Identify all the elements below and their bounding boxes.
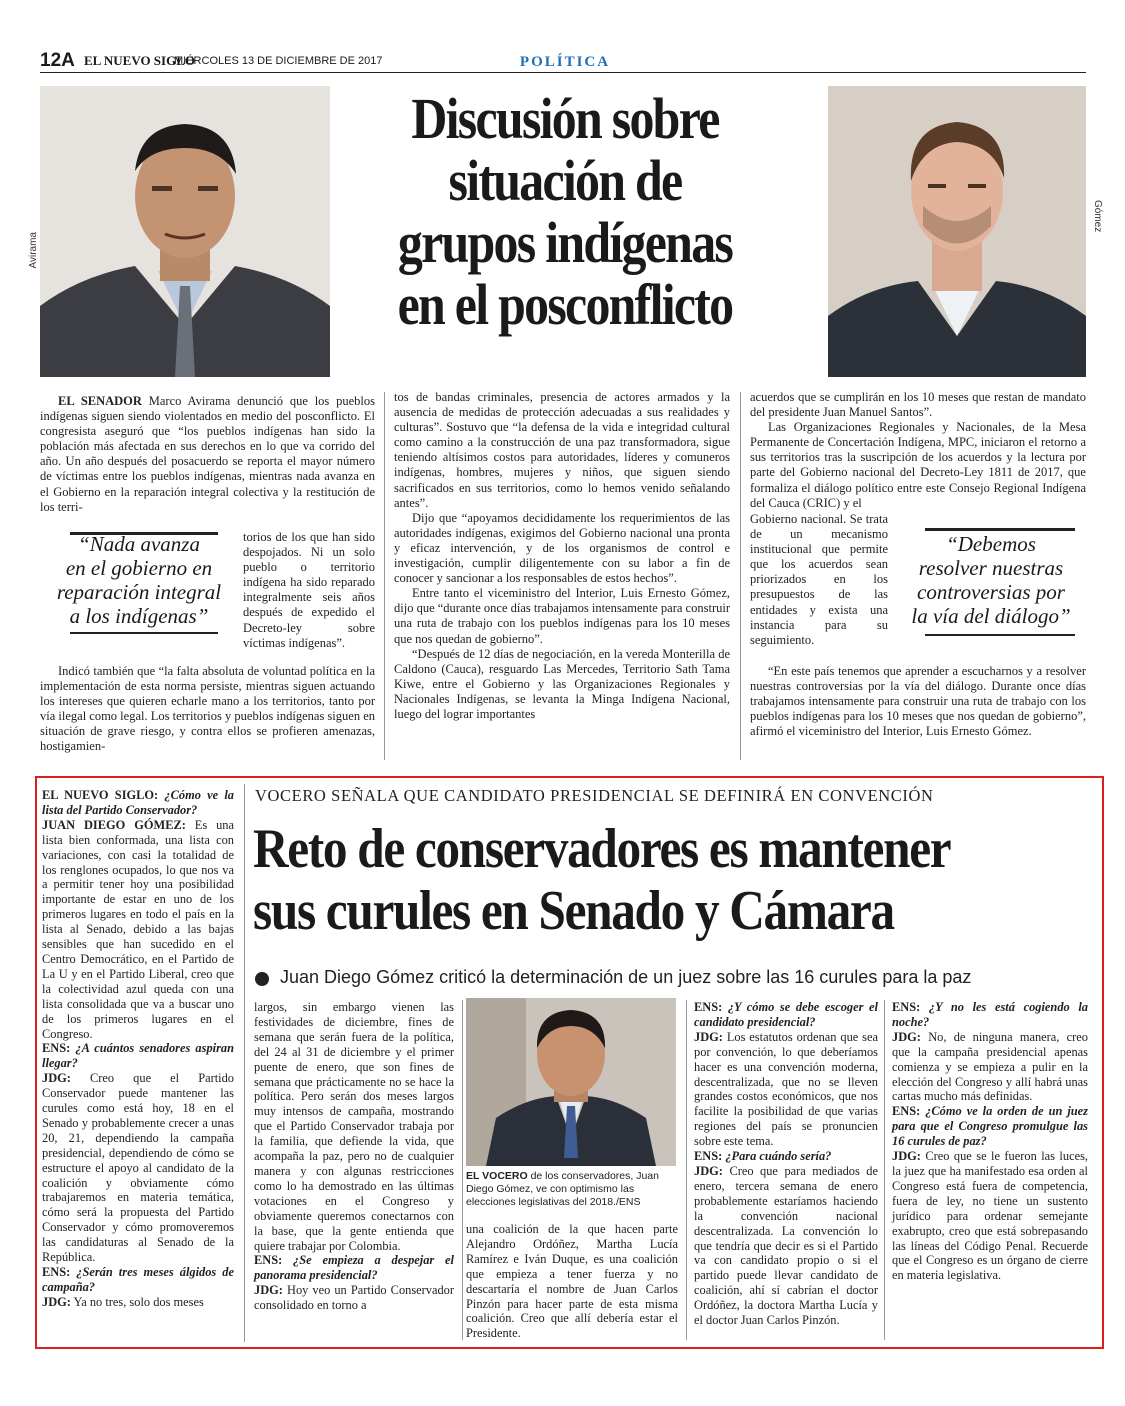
issue-date: MIÉRCOLES 13 DE DICIEMBRE DE 2017 bbox=[174, 55, 383, 67]
answer-text: Creo que se le fueron las luces, la juez que ha manifestado esa orden al Congreso está fuera de competencia, fuera de ley, no tiene un sustento jurídico para ordenar semejante exabrupto, creo que está sobrepasando las líneas del Código Penal. Recuerde que el Congreso es un órgano de cierre en materia legislativa. bbox=[892, 1149, 1088, 1283]
paragraph: Gobierno nacional. Se trata de un mecanismo institucional que permite que los acuerdos sean priorizados en los presupuestos de las entidades y exista una instancia para su seguimiento. bbox=[750, 512, 888, 647]
quote-line: “Debemos bbox=[946, 532, 1036, 556]
question bbox=[42, 788, 234, 818]
paragraph bbox=[40, 394, 375, 515]
question-label: EL NUEVO SIGLO: bbox=[42, 788, 159, 802]
newspaper-name: EL NUEVO SIGLO bbox=[84, 53, 195, 68]
headline-line: Discusión sobre bbox=[411, 86, 719, 151]
question-label: ENS: bbox=[42, 1265, 71, 1279]
question-label: ENS: bbox=[892, 1104, 921, 1119]
answer-text: Creo que para mediados de enero, tercera semana de enero probablemente estaríamos haciendo la convención nacional descentralizada. La convención lo que tendría que decir es si el Partido va con candidato propio o si el partido puede llevar candidato de coalición, ahí sí cabrían el doctor Ordóñez, la doctora Martha Lucía y el doctor Juan Carlos Pinzón. bbox=[694, 1163, 878, 1328]
pull-quote-right bbox=[896, 532, 1086, 628]
question-label: ENS: bbox=[694, 1149, 723, 1164]
question-text: ¿Para cuándo sería? bbox=[722, 1149, 832, 1164]
paragraph: una coalición de la que hacen parte Alejandro Ordóñez, Martha Lucía Ramírez e Iván Duque, es una coalición que empieza a tener fuerza y no descartaría el nombre de Juan Carlos Pinzón para hacer parte de esta misma coalición. Creo que allí debería estar el Presidente. bbox=[466, 1222, 678, 1341]
headline-line: sus curules en Senado y Cámara bbox=[253, 880, 894, 942]
quote-line: en el gobierno en bbox=[65, 556, 213, 580]
article-column-3-wrap bbox=[750, 512, 888, 648]
answer bbox=[892, 1149, 1088, 1283]
question bbox=[42, 1265, 234, 1295]
paragraph: Dijo que “apoyamos decididamente los requerimientos de las autoridades indígenas, exigimos del Gobierno nacional una pronta y eficaz intervención, y de los organismos de control e investigación, cumplir diligentemente con su labor a fin de conocer y sancionar a los responsables de estos hechos”. bbox=[394, 510, 730, 586]
answer-text: Los estatutos ordenan que sea por convención, lo que deberíamos hacer es una convención moderna, descentralizada, que no se lleven grandes costos económicos, que nos facilite la posibilidad de que varias regiones del país se pronuncien sobre este tema. bbox=[694, 1029, 878, 1149]
caption-lead: EL VOCERO bbox=[466, 1170, 528, 1182]
answer bbox=[42, 818, 234, 1042]
question bbox=[694, 1000, 878, 1030]
question bbox=[254, 1253, 454, 1283]
answer-text: No, de ninguna manera, creo que la campaña presidencial apenas comienza y se empieza a pulir en la elección del Congreso y allí habrá unas cartas mucho más definidas. bbox=[892, 1029, 1088, 1104]
lead-in: EL SENADOR bbox=[58, 394, 142, 408]
answer-label: JDG: bbox=[694, 1029, 723, 1044]
photo-credit-right: Gómez bbox=[1092, 200, 1103, 233]
quote-rule-bottom bbox=[70, 632, 218, 634]
headline-line: grupos indígenas bbox=[397, 210, 733, 275]
portrait-man-suit-illustration bbox=[40, 86, 330, 377]
paragraph: Indicó también que “la falta absoluta de voluntad política en la implementación de esta norma persiste, mientras siguen actuando los intereses que quieren echarle mano a los territorios, tanto por vía ilegal como legal. Los territorios y pueblos indígenas siguen en situación de grave riesgo, y contra ellos se profieren amenazas, hostigamien- bbox=[40, 664, 375, 754]
photo-caption bbox=[466, 1170, 678, 1209]
question bbox=[892, 1104, 1088, 1149]
photo-gomez bbox=[828, 86, 1086, 377]
interview-column-1 bbox=[42, 788, 234, 1310]
article-column-1-wrap bbox=[243, 530, 375, 651]
caption-text: de los conservadores, Juan Diego Gómez, ve con optimismo las elecciones legislativas del 2018./ENS bbox=[466, 1170, 659, 1208]
answer bbox=[254, 1283, 454, 1313]
column-divider bbox=[244, 784, 245, 1342]
bottom-headline bbox=[253, 818, 1001, 942]
interview-column-3 bbox=[466, 1222, 678, 1341]
article-column-3-cont bbox=[750, 664, 1086, 739]
section-label: POLÍTICA bbox=[519, 54, 611, 70]
question-text: ¿Se empieza a despejar el panorama presidencial? bbox=[254, 1253, 454, 1283]
pull-quote-left bbox=[40, 532, 238, 628]
main-headline bbox=[376, 88, 754, 336]
quote-line: “Nada avanza bbox=[78, 532, 200, 556]
interview-column-5 bbox=[892, 1000, 1088, 1283]
paragraph: tos de bandas criminales, presencia de actores armados y la ausencia de medidas de protección adecuadas a sus realidades y culturas”. Sostuvo que “la defensa de la vida e integridad cultural como camino a la construcción de una paz transformadora, sigue teniendo altísimos costos para autoridades, líderes y comuneros indígenas, hombres, mujeres y niños, que siguen siendo sacrificados en sus territorios, como lo hemos venido señalando antes”. bbox=[394, 390, 730, 510]
answer bbox=[694, 1164, 878, 1328]
answer bbox=[892, 1030, 1088, 1105]
quote-line: la vía del diálogo” bbox=[911, 604, 1071, 628]
question-text: ¿Y cómo se debe escoger el candidato presidencial? bbox=[694, 1000, 878, 1029]
question-label: ENS: bbox=[892, 1000, 921, 1014]
answer bbox=[694, 1030, 878, 1149]
question-text: ¿Y no les está cogiendo la noche? bbox=[892, 1000, 1088, 1029]
bullet-icon bbox=[255, 972, 269, 986]
quote-line: a los indígenas” bbox=[69, 604, 209, 628]
column-divider bbox=[686, 1000, 687, 1340]
answer-label: JDG: bbox=[892, 1149, 921, 1164]
portrait-spokesman-illustration bbox=[466, 998, 676, 1166]
article-column-1-cont bbox=[40, 664, 375, 755]
answer-text: Hoy veo un Partido Conservador consolidado en torno a bbox=[254, 1283, 454, 1313]
headline-line: situación de bbox=[448, 148, 682, 213]
question bbox=[892, 1000, 1088, 1030]
column-divider bbox=[884, 1000, 885, 1340]
photo-juan-diego-gomez bbox=[466, 998, 676, 1166]
quote-line: resolver nuestras bbox=[918, 556, 1064, 580]
question bbox=[694, 1149, 878, 1164]
answer-text: Es una lista bien conformada, una lista con variaciones, con casi la totalidad de los renglones ocupados, lo que nos va a permitir tener hoy una posibilidad importante de estar en uno de los primeros lugares en todo el país en la lista al Senado, debido a las bajas sensibles que han sucedido en el Centro Democrático, en el Partido de La U y en el Partido Liberal, creo que la colectividad azul queda con una lista consolidada que va a buscar uno de los primeros lugares en el Congreso. bbox=[42, 817, 234, 1041]
paragraph: acuerdos que se cumplirán en los 10 meses que restan de mandato del presidente Juan Manuel Santos”. bbox=[750, 390, 1086, 420]
question-text: ¿Cómo ve la orden de un juez para que el Congreso promulgue las 16 curules de paz? bbox=[892, 1104, 1088, 1149]
paragraph: Entre tanto el viceministro del Interior, Luis Ernesto Gómez, dijo que “durante once días trabajamos intensamente para construir una ruta de trabajo con los pueblos indígenas para los 10 meses que nos quedan de gobierno”. bbox=[394, 586, 730, 646]
photo-avirama bbox=[40, 86, 330, 377]
paragraph: largos, sin embargo vienen las festividades de diciembre, fines de semana que serán fuera de la política, del 24 al 31 de diciembre y el primer puente de enero, que son fines de semana que prácticamente no se hace la política. Pero serán dos meses largos muy intensos de campaña, mostrando que el Partido Conservador trabaja por la familia, que defiende la vida, que acompaña la paz, pero no de cualquier manera y con algunas restricciones como lo ha demostrado en las últimas votaciones en el Congreso y obviamente queremos conectarnos con la base, que la gente entienda que quiere trabajar por Colombia. bbox=[254, 1000, 454, 1253]
answer bbox=[42, 1071, 234, 1265]
answer-label: JDG: bbox=[892, 1029, 921, 1044]
header-divider bbox=[40, 72, 1086, 73]
photo-credit-left: Avirama bbox=[28, 232, 39, 269]
article-column-1 bbox=[40, 394, 375, 515]
answer-text: Ya no tres, solo dos meses bbox=[70, 1294, 204, 1309]
paragraph: torios de los que han sido despojados. Ni un solo pueblo o territorio indígena ha sido reparado integralmente seis años después de expedido el Decreto-ley sobre víctimas indígenas”. bbox=[243, 530, 375, 650]
quote-line: controversias por bbox=[917, 580, 1065, 604]
paragraph: “Después de 12 días de negociación, en la vereda Monterilla de Caldono (Cauca), resguardo Las Mercedes, Territorio Sath Tama Kiwe, entre el Gobierno y las Organizaciones Regionales y Nacionales Indígenas, se levanta la Minga Indígena Nacional, luego del lograr importantes bbox=[394, 646, 730, 721]
question-label: ENS: bbox=[694, 1000, 723, 1014]
question bbox=[42, 1041, 234, 1071]
article-column-3 bbox=[750, 390, 1086, 511]
subheadline: Juan Diego Gómez criticó la determinación de un juez sobre las 16 curules para la paz bbox=[280, 967, 972, 987]
interview-column-2 bbox=[254, 1000, 454, 1313]
interview-column-4 bbox=[694, 1000, 878, 1328]
kicker: VOCERO SEÑALA QUE CANDIDATO PRESIDENCIAL SE DEFINIRÁ EN CONVENCIÓN bbox=[255, 786, 934, 805]
quote-rule-bottom bbox=[925, 634, 1075, 636]
question-label: ENS: bbox=[254, 1253, 283, 1268]
answer-label: JDG: bbox=[42, 1071, 71, 1086]
quote-rule-top bbox=[925, 528, 1075, 531]
answer bbox=[42, 1295, 234, 1310]
paragraph: Las Organizaciones Regionales y Nacionales, de la Mesa Permanente de Concertación Indígena, MPC, iniciaron el retorno a sus territorios tras la suscripción de los acuerdos y la lectura por parte del Gobierno nacional del Decreto-Ley 1811 de 2017, que formaliza el diálogo político entre este Consejo Regional Indígena del Cauca (CRIC) y el bbox=[750, 420, 1086, 510]
paragraph: “En este país tenemos que aprender a escucharnos y a resolver nuestras controversias por la vía del diálogo. Durante once días trabajamos intensamente para construir una ruta de trabajo con los pueblos indígenas para los 10 meses que nos quedan de gobierno”, afirmó el viceministro del Interior, Luis Ernesto Gómez. bbox=[750, 664, 1086, 739]
column-divider bbox=[384, 392, 385, 760]
column-divider bbox=[462, 1000, 463, 1340]
answer-label: JUAN DIEGO GÓMEZ: bbox=[42, 817, 186, 832]
page-number: 12A bbox=[40, 50, 75, 71]
question-text: ¿Serán tres meses álgidos de campaña? bbox=[42, 1265, 234, 1294]
answer-label: JDG: bbox=[254, 1283, 283, 1298]
paragraph-text: Marco Avirama denunció que los pueblos indígenas siguen siendo violentados en medio del posconflicto. El congresista aseguró que “los pueblos indígenas han sido la población más afectada en sus derechos en lo que va corrido del año. Un año después del posacuerdo se reporta el mayor número de víctimas entre los pueblos indígenas, mientras nada avanza en el Gobierno en la reparación integral colectiva y la restitución de los terri- bbox=[40, 394, 375, 514]
question-text: ¿A cuántos senadores aspiran llegar? bbox=[42, 1041, 234, 1071]
article-column-2 bbox=[394, 390, 730, 722]
answer-text: Creo que el Partido Conservador puede mantener las curules como está hoy, 18 en el Senado y probablemente crecer a unas 20, 21, dependiendo la campaña presidencial, dependiendo de cómo se estructure el apoyo al candidato de la coalición y obviamente cómo trabajaremos en materia temática, cómo será la propuesta del Partido Conservador y cómo promoveremos las candidaturas al Senado de la República. bbox=[42, 1071, 234, 1265]
quote-line: reparación integral bbox=[56, 580, 222, 604]
headline-line: Reto de conservadores es mantener bbox=[253, 818, 951, 880]
question-text: ¿Cómo ve la lista del Partido Conservador? bbox=[42, 788, 234, 817]
answer-label: JDG: bbox=[42, 1294, 71, 1309]
answer-label: JDG: bbox=[694, 1163, 723, 1178]
portrait-young-man-illustration bbox=[828, 86, 1086, 377]
headline-line: en el posconflicto bbox=[397, 272, 733, 337]
column-divider bbox=[740, 392, 741, 760]
question-label: ENS: bbox=[42, 1041, 71, 1056]
